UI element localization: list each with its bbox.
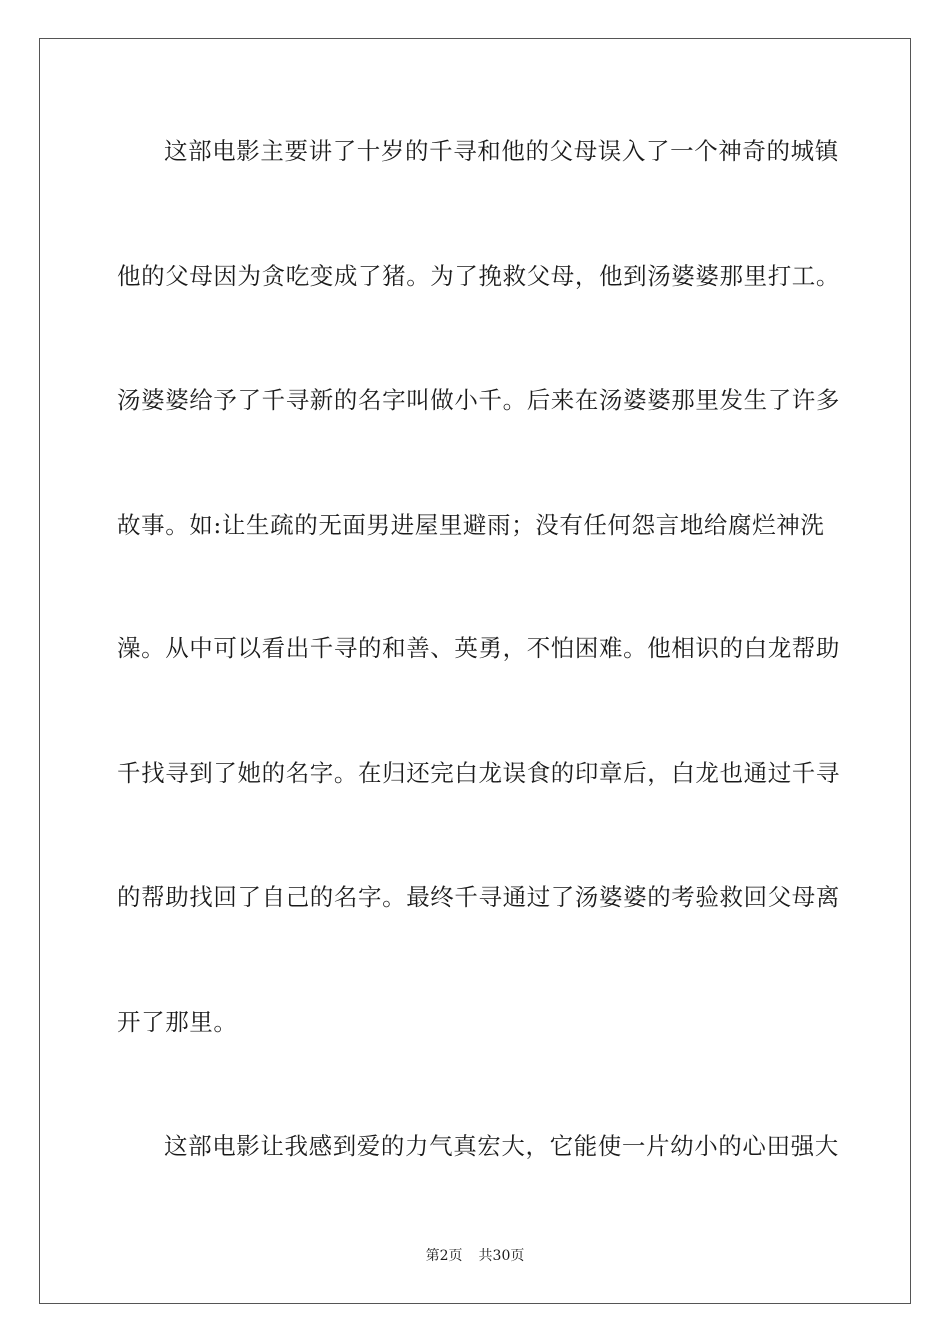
total-pages: 共30页	[478, 1248, 525, 1264]
paragraph-line-4: 故事。如:让生疏的无面男进屋里避雨；没有任何怨言地给腐烂神洗	[117, 511, 825, 539]
paragraph-line-3: 汤婆婆给予了千寻新的名字叫做小千。后来在汤婆婆那里发生了许多	[117, 386, 840, 414]
paragraph-line-5: 澡。从中可以看出千寻的和善、英勇，不怕困难。他相识的白龙帮助	[117, 634, 840, 662]
paragraph-line-7: 的帮助找回了自己的名字。最终千寻通过了汤婆婆的考验救回父母离	[117, 883, 840, 911]
paragraph-line-9: 这部电影让我感到爱的力气真宏大，它能使一片幼小的心田强大	[164, 1132, 839, 1160]
paragraph-line-6: 千找寻到了她的名字。在归还完白龙误食的印章后，白龙也通过千寻	[117, 759, 840, 787]
paragraph-line-1: 这部电影主要讲了十岁的千寻和他的父母误入了一个神奇的城镇	[164, 137, 839, 165]
paragraph-line-2: 他的父母因为贪吃变成了猪。为了挽救父母，他到汤婆婆那里打工。	[117, 262, 840, 290]
page-number: 第2页	[425, 1248, 463, 1264]
page-footer	[0, 1247, 950, 1265]
paragraph-line-8: 开了那里。	[117, 1008, 238, 1036]
page-border	[39, 38, 911, 1304]
